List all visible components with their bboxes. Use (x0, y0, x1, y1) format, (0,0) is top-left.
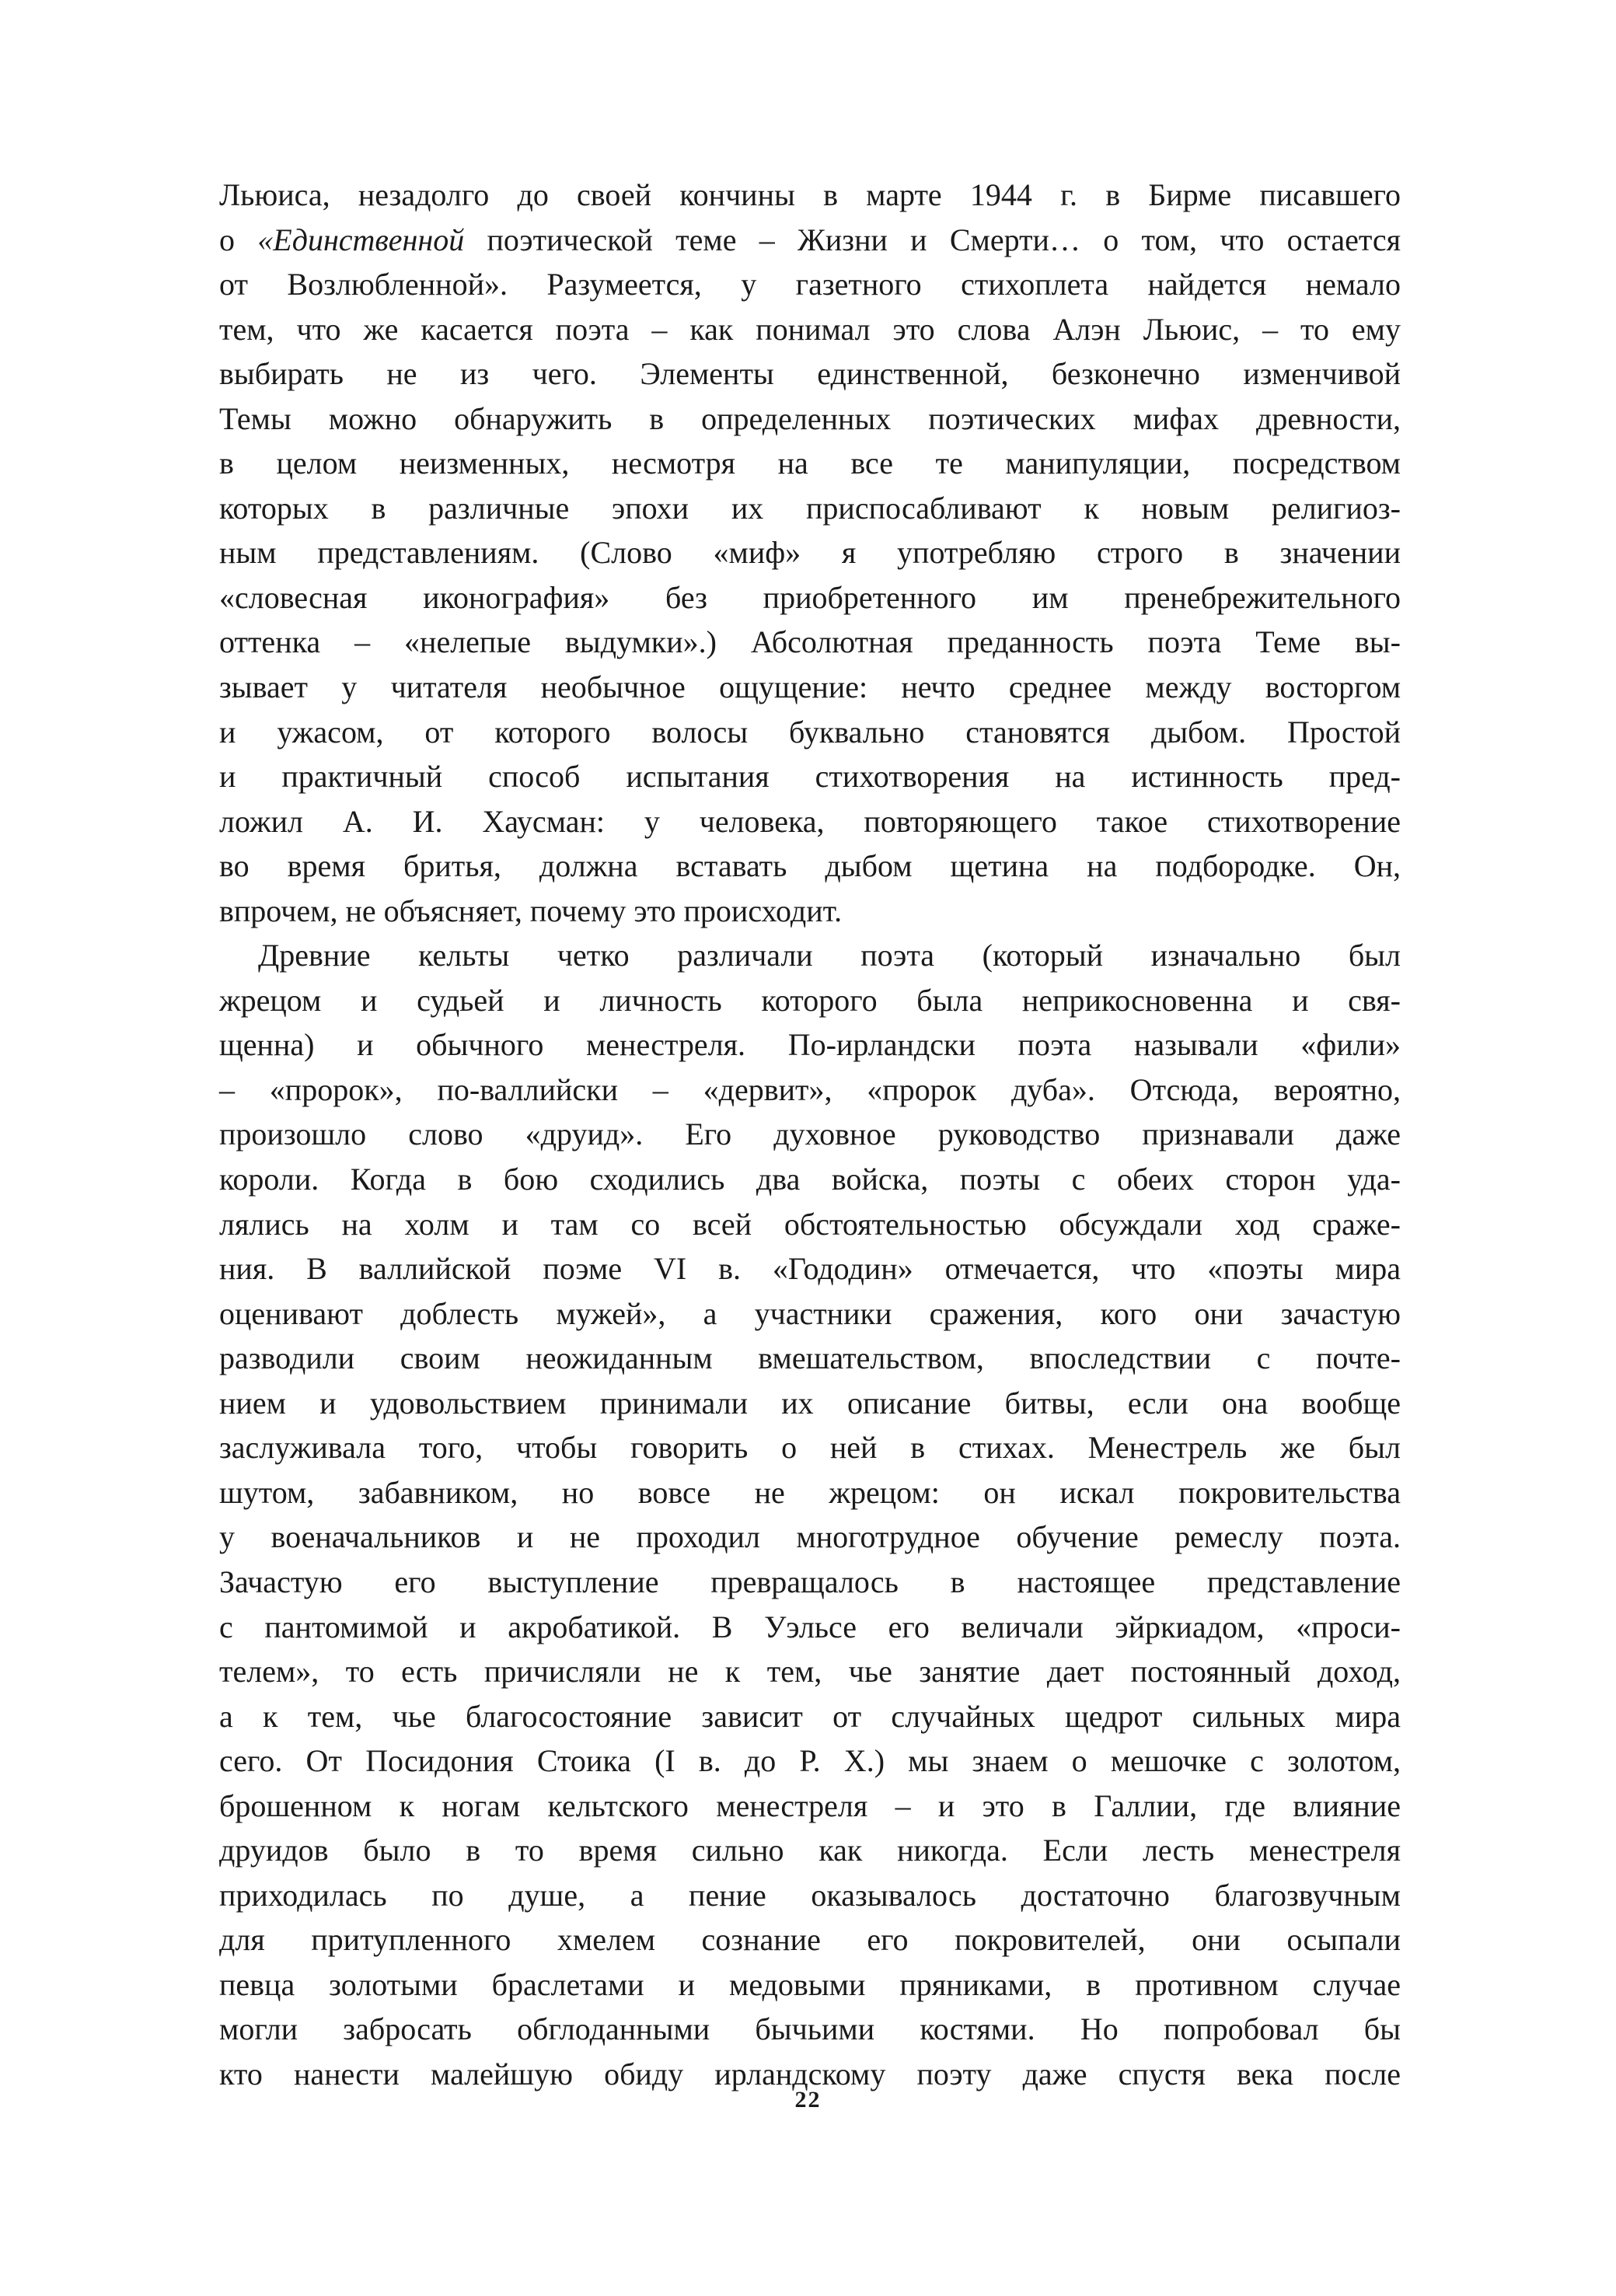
text-line (219, 351, 1401, 397)
text-line (219, 889, 1401, 934)
line-text: – «пророк», по-валлийски – «дервит», «пророк дуба». Отсюда, вероятно, (219, 1071, 1401, 1107)
text-line (219, 1962, 1401, 2008)
text-line (219, 1515, 1401, 1560)
italic-phrase: «Единственной (257, 222, 465, 257)
line-text: у военачальников и не проходил многотрудное обучение ремеслу поэта. (219, 1519, 1401, 1555)
line-text: о (219, 222, 258, 257)
text-line (219, 978, 1401, 1023)
text-line (219, 1425, 1401, 1470)
line-text: в целом неизменных, несмотря на все те манипуляции, посредством (219, 446, 1401, 481)
line-text: лялись на холм и там со всей обстоятельностью обсуждали ход сраже- (219, 1206, 1401, 1242)
text-line (219, 1470, 1401, 1515)
text-line (219, 1202, 1401, 1247)
text-line (219, 441, 1401, 486)
line-text: зывает у читателя необычное ощущение: нечто среднее между восторгом (219, 669, 1401, 705)
line-text: телем», то есть причисляли не к тем, чье занятие дает постоянный доход, (219, 1654, 1401, 1690)
line-text: нием и удовольствием принимали их описание битвы, если она вообще (219, 1385, 1401, 1421)
text-line (219, 1917, 1401, 1962)
text-line (219, 1157, 1401, 1202)
text-line (219, 1068, 1401, 1113)
text-line (219, 1694, 1401, 1739)
text-line (219, 1873, 1401, 1918)
line-text: выбирать не из чего. Элементы единственной, безконечно изменчивой (219, 356, 1401, 392)
text-line (219, 1336, 1401, 1381)
text-line (219, 1246, 1401, 1291)
line-text: заслуживала того, чтобы говорить о ней в стихах. Менестрель же был (219, 1430, 1401, 1466)
line-text: «словесная иконография» без приобретенного им пренебрежительного (219, 579, 1401, 615)
text-line (219, 665, 1401, 710)
text-line (219, 1112, 1401, 1157)
line-text: певца золотыми браслетами и медовыми пряниками, в противном случае (219, 1966, 1401, 2002)
text-line (219, 575, 1401, 620)
line-text: могли забросать обглоданными бычьими костями. Но попробовал бы (219, 2011, 1401, 2047)
line-text: Темы можно обнаружить в определенных поэтических мифах древности, (219, 400, 1401, 436)
line-text: шутом, забавником, но вовсе не жрецом: он искал покровительства (219, 1474, 1401, 1510)
line-text: и ужасом, от которого волосы буквально становятся дыбом. Простой (219, 714, 1401, 750)
line-text: ния. В валлийской поэме VI в. «Гододин» отмечается, что «поэты мира (219, 1251, 1401, 1287)
text-line (219, 1381, 1401, 1426)
line-text: и практичный способ испытания стихотворения на истинность пред- (219, 759, 1401, 795)
line-text: разводили своим неожиданным вмешательством, впоследствии с почте- (219, 1340, 1401, 1376)
text-line (219, 1784, 1401, 1829)
text-line (219, 933, 1401, 978)
line-text: приходилась по душе, а пение оказывалось достаточно благозвучным (219, 1877, 1401, 1913)
page-number: 22 (794, 2087, 822, 2113)
line-text: короли. Когда в бою сходились два войска, поэты с обеих сторон уда- (219, 1162, 1401, 1197)
text-line (219, 1291, 1401, 1337)
text-line (219, 754, 1401, 799)
line-text: щенна) и обычного менестреля. По-ирландски поэта называли «фили» (219, 1027, 1401, 1063)
line-text: с пантомимой и акробатикой. В Уэльсе его величали эйркиадом, «проси- (219, 1609, 1401, 1644)
line-text: Льюиса, незадолго до своей кончины в марте 1944 г. в Бирме писавшего (219, 177, 1401, 212)
text-line (219, 710, 1401, 755)
line-text: ным представлениям. (Слово «миф» я употребляю строго в значении (219, 535, 1401, 571)
line-text: тем, что же касается поэта – как понимал это слова Алэн Льюис, – то ему (219, 311, 1401, 347)
text-line (219, 307, 1401, 352)
text-line (219, 1739, 1401, 1784)
line-text: произошло слово «друид». Его духовное руководство признавали даже (219, 1117, 1401, 1152)
paragraph-2 (219, 933, 1401, 2096)
text-line (219, 2007, 1401, 2052)
text-line (219, 530, 1401, 575)
text-line (219, 620, 1401, 665)
text-line (219, 844, 1401, 889)
line-text: а к тем, чье благосостояние зависит от случайных щедрот сильных мира (219, 1698, 1401, 1734)
text-line (219, 218, 1401, 263)
line-text: Древние кельты четко различали поэта (который изначально был (258, 938, 1401, 973)
line-text: брошенном к ногам кельтского менестреля – и это в Галлии, где влияние (219, 1788, 1401, 1823)
text-line (219, 173, 1401, 218)
line-text: жрецом и судьей и личность которого была неприкосновенна и свя- (219, 982, 1401, 1018)
text-line (219, 799, 1401, 844)
line-text: ложил А. И. Хаусман: у человека, повторяющего такое стихотворение (219, 803, 1401, 839)
text-line (219, 397, 1401, 442)
line-text: оценивают доблесть мужей», а участники сражения, кого они зачастую (219, 1295, 1401, 1331)
text-line (219, 262, 1401, 307)
line-text: от Возлюбленной». Разумеется, у газетного стихоплета найдется немало (219, 267, 1401, 302)
line-text: впрочем, не объясняет, почему это происходит. (219, 893, 843, 928)
line-text: оттенка – «нелепые выдумки».) Абсолютная преданность поэта Теме вы- (219, 624, 1401, 660)
text-line (219, 1022, 1401, 1068)
line-text: Зачастую его выступление превращалось в настоящее представление (219, 1564, 1401, 1599)
paragraph-1 (219, 173, 1401, 933)
text-line (219, 1605, 1401, 1650)
line-text: для притупленного хмелем сознание его покровителей, они осыпали (219, 1922, 1401, 1958)
line-text: поэтической теме – Жизни и Смерти… о том, что остается (464, 222, 1401, 257)
line-text: кто нанести малейшую обиду ирландскому поэту даже спустя века после (219, 2056, 1401, 2092)
line-text: которых в различные эпохи их приспосабливают к новым религиоз- (219, 490, 1401, 526)
text-line (219, 1649, 1401, 1694)
text-line (219, 486, 1401, 531)
line-text: сего. От Посидония Стоика (I в. до Р. Х.) мы знаем о мешочке с золотом, (219, 1743, 1401, 1779)
text-line (219, 1828, 1401, 1873)
body-text (219, 173, 1401, 2097)
text-line (219, 1560, 1401, 1605)
line-text: во время бритья, должна вставать дыбом щетина на подбородке. Он, (219, 848, 1401, 884)
line-text: друидов было в то время сильно как никогда. Если лесть менестреля (219, 1833, 1401, 1868)
